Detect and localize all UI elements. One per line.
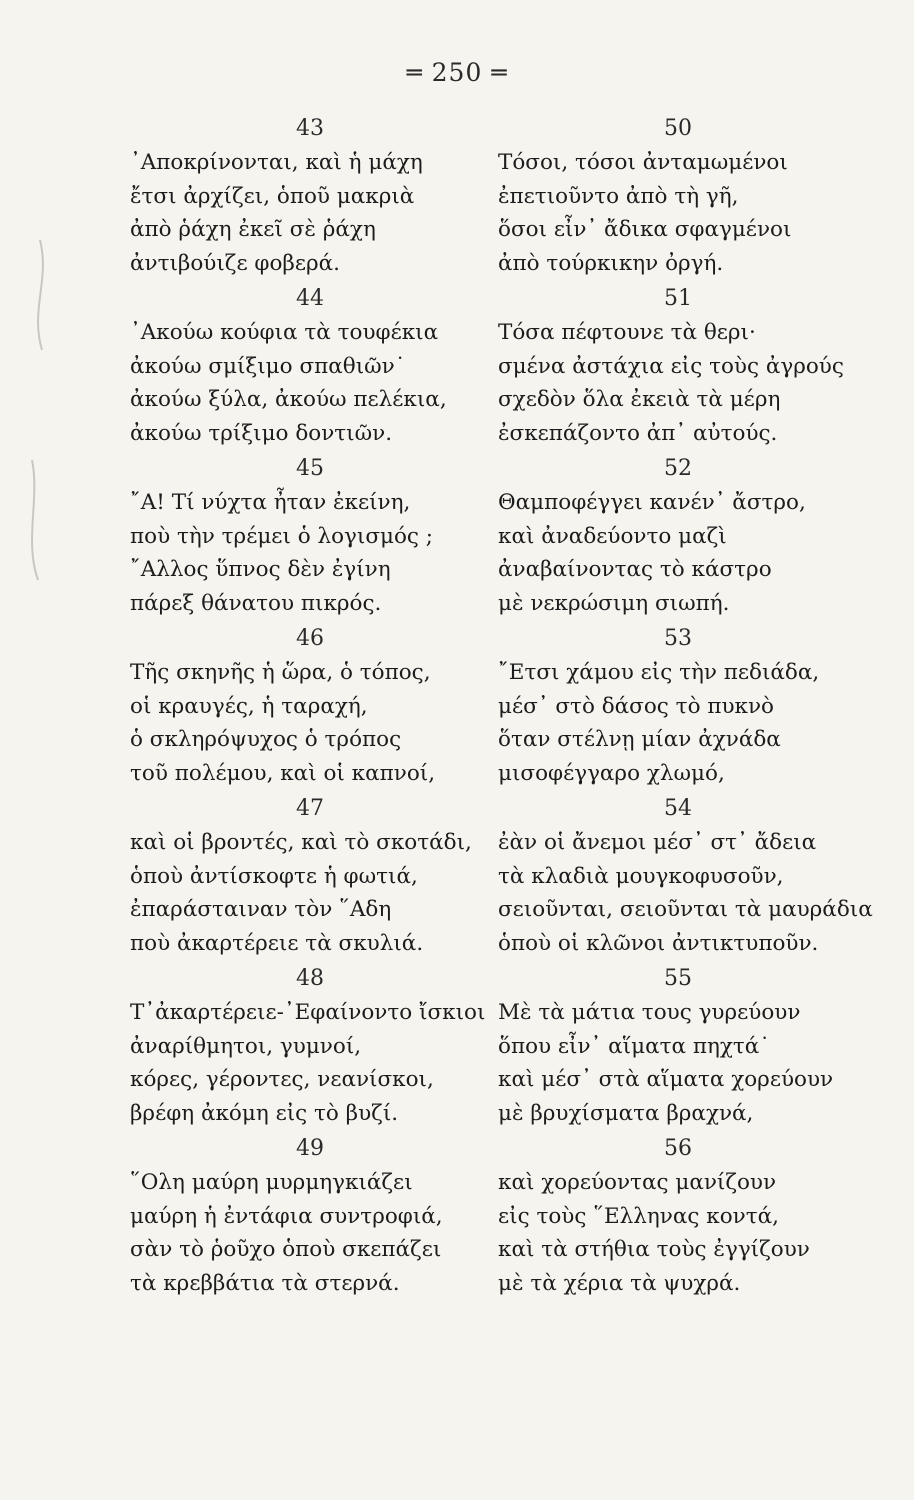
page-number-value: 250	[431, 58, 483, 87]
verse-line: Μὲ τὰ μάτια τους γυρεύουν	[498, 1000, 801, 1025]
verse-line: ἀπὸ ῥάχη ἐκεῖ σὲ ῥάχη	[130, 217, 376, 242]
stanza	[130, 112, 500, 282]
verse-line: ὅταν στέλνῃ μίαν ἀχνάδα	[498, 727, 781, 752]
stanza-number: 48	[296, 966, 324, 991]
stanza	[498, 792, 873, 962]
verse-line: μὲ τὰ χέρια τὰ ψυχρά.	[498, 1270, 741, 1296]
verse-line: ἀκούω τρίξιμο δοντιῶν.	[130, 420, 393, 446]
verse-line: ὁποὺ ἀντίσκοφτε ἡ φωτιά,	[130, 863, 418, 889]
stanza	[498, 452, 868, 622]
stanza-number: 50	[664, 116, 692, 141]
stanza-number: 52	[664, 456, 692, 481]
verse-line: ῎Αλλος ὕπνος δὲν ἐγίνη	[130, 557, 391, 582]
page-number-decoration-right: ═	[491, 58, 508, 87]
verse-line: ἔτσι ἀρχίζει, ὁποῦ μακριὰ	[130, 183, 415, 209]
verse-line: ὁποὺ οἱ κλῶνοι ἀντικτυποῦν.	[498, 930, 819, 956]
verse-line: μαύρη ἡ ἐντάφια συντροφιά,	[130, 1203, 443, 1229]
verse-line: ᾿Αποκρίνονται, καὶ ἡ μάχη	[130, 150, 423, 175]
stanza	[498, 112, 868, 282]
verse-line: Τόσοι, τόσοι ἀνταμωμένοι	[498, 150, 788, 175]
verse-line: μὲ βρυχίσματα βραχνά,	[498, 1100, 754, 1126]
verse-line: ἐὰν οἱ ἄνεμοι μέσ᾿ στ᾿ ἄδεια	[498, 830, 817, 855]
verse-line: ἀπὸ τούρκικην ὀργή.	[498, 250, 724, 276]
verse-line: σχεδὸν ὅλα ἐκειὰ τὰ μέρη	[498, 387, 781, 412]
stanza-number: 51	[664, 286, 692, 311]
stanza-number: 46	[296, 626, 324, 651]
verse-line: ἐσκεπάζοντο ἀπ᾿ αὐτούς.	[498, 420, 778, 446]
stanza-number: 54	[664, 796, 692, 821]
stanza	[130, 282, 500, 452]
stanza	[130, 1132, 500, 1302]
verse-line: ἀναρίθμητοι, γυμνοί,	[130, 1033, 362, 1059]
verse-line: ὅπου εἶν᾿ αἵματα πηχτά˙	[498, 1033, 771, 1059]
stanza-number: 43	[296, 116, 324, 141]
verse-line: ποὺ ἀκαρτέρειε τὰ σκυλιά.	[130, 930, 424, 956]
stanza	[498, 962, 868, 1132]
stanza-number: 45	[296, 456, 324, 481]
verse-line: πάρεξ θάνατου πικρός.	[130, 590, 382, 616]
verse-line: τὰ κρεββάτια τὰ στερνά.	[130, 1270, 400, 1296]
verse-line: Τόσα πέφτουνε τὰ θερι·	[498, 320, 756, 345]
stanza	[498, 622, 868, 792]
verse-line: ποὺ τὴν τρέμει ὁ λογισμός ;	[130, 523, 434, 549]
verse-line: Τ᾿ἀκαρτέρειε-᾿Εφαίνοντο ἴσκιοι	[130, 1000, 486, 1025]
stanza-number: 49	[296, 1136, 324, 1161]
right-column	[498, 112, 873, 1302]
verse-line: τὰ κλαδιὰ μουγκοφυσοῦν,	[498, 863, 784, 889]
verse-line: ᾿Ακούω κούφια τὰ τουφέκια	[130, 320, 439, 345]
verse-line: καὶ ἀναδεύοντο μαζὶ	[498, 523, 727, 549]
verse-line: Θαμποφέγγει κανέν᾿ ἄστρο,	[498, 490, 806, 515]
verse-line: ἀναβαίνοντας τὸ κάστρο	[498, 557, 772, 582]
stanza	[498, 282, 868, 452]
stanza	[130, 962, 500, 1132]
stanza-number: 56	[664, 1136, 692, 1161]
verse-line: καὶ οἱ βροντές, καὶ τὸ σκοτάδι,	[130, 830, 472, 855]
verse-line: καὶ χορεύοντας μανίζουν	[498, 1170, 777, 1195]
verse-line: ῎Α! Τί νύχτα ἦταν ἐκείνη,	[130, 490, 411, 515]
stanza	[130, 622, 500, 792]
verse-line: ῞Ολη μαύρη μυρμηγκιάζει	[130, 1170, 413, 1195]
verse-line: τοῦ πολέμου, καὶ οἱ καπνοί,	[130, 760, 436, 786]
stanza-number: 55	[664, 966, 692, 991]
stanza-number: 44	[296, 286, 324, 311]
verse-line: ἀκούω σμίξιμο σπαθιῶν˙	[130, 353, 406, 379]
stanza-number: 47	[296, 796, 324, 821]
verse-line: βρέφη ἀκόμη εἰς τὸ βυζί.	[130, 1100, 399, 1126]
page-number-decoration-left: ═	[406, 58, 423, 87]
verse-line: εἰς τοὺς ῞Ελληνας κοντά,	[498, 1203, 779, 1229]
verse-line: ἐπαράσταιναν τὸν ῞Αδη	[130, 897, 392, 922]
verse-line: καὶ μέσ᾿ στὰ αἵματα χορεύουν	[498, 1067, 834, 1092]
verse-line: κόρες, γέροντες, νεανίσκοι,	[130, 1067, 434, 1092]
verse-line: Τῆς σκηνῆς ἡ ὥρα, ὁ τόπος,	[130, 660, 431, 685]
verse-line: ὁ σκληρόψυχος ὁ τρόπος	[130, 727, 402, 752]
verse-line: καὶ τὰ στήθια τοὺς ἐγγίζουν	[498, 1237, 810, 1262]
verse-line: ῎Ετσι χάμου εἰς τὴν πεδιάδα,	[498, 660, 820, 685]
verse-line: ἀκούω ξύλα, ἀκούω πελέκια,	[130, 387, 447, 412]
verse-line: οἱ κραυγές, ἡ ταραχή,	[130, 693, 368, 719]
verse-line: σὰν τὸ ῥοῦχο ὁποὺ σκεπάζει	[130, 1237, 442, 1262]
verse-line: ἀντιβούιζε φοβερά.	[130, 250, 340, 276]
verse-line: σμένα ἀστάχια εἰς τοὺς ἀγρούς	[498, 353, 844, 379]
verse-line: μέσ᾿ στὸ δάσος τὸ πυκνὸ	[498, 693, 775, 719]
stanza	[498, 1132, 868, 1302]
verse-line: μὲ νεκρώσιμη σιωπή.	[498, 590, 730, 616]
page-number	[0, 58, 914, 87]
verse-line: ἐπετιοῦντο ἀπὸ τὴ γῆ,	[498, 183, 739, 209]
stanza-number: 53	[664, 626, 692, 651]
verse-line: σειοῦνται, σειοῦνται τὰ μαυράδια	[498, 897, 873, 922]
verse-line: μισοφέγγαρο χλωμό,	[498, 760, 725, 786]
margin-pencil-mark	[20, 240, 60, 600]
stanza	[130, 452, 500, 622]
stanza	[130, 792, 500, 962]
left-column	[130, 112, 500, 1302]
verse-line: ὅσοι εἶν᾿ ἄδικα σφαγμένοι	[498, 217, 792, 242]
